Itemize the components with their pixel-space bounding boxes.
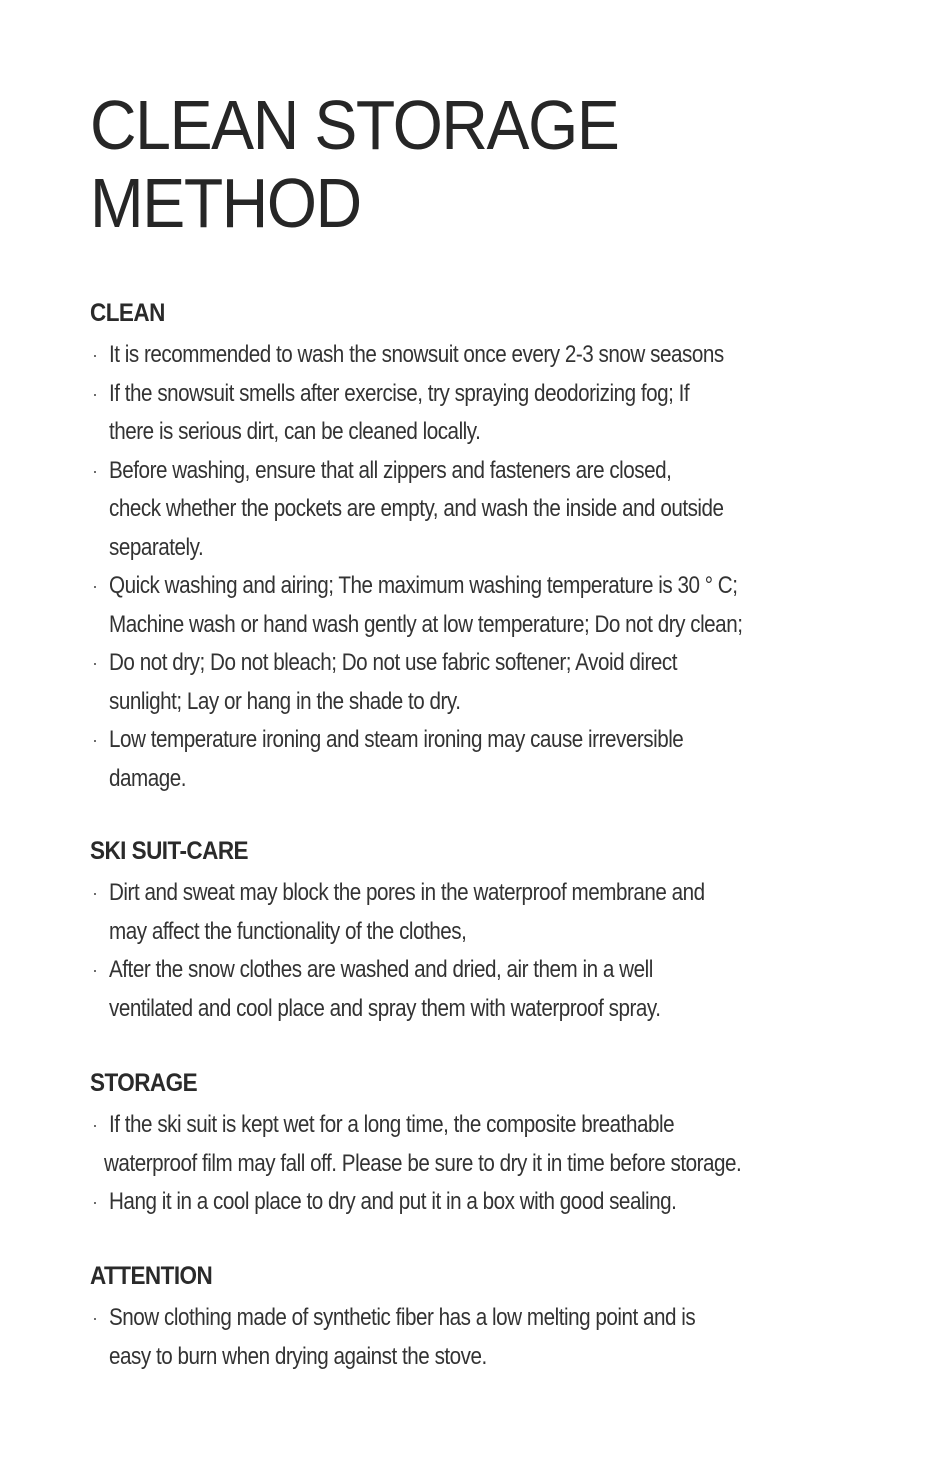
list-item <box>90 452 950 568</box>
list-item-text: It is recommended to wash the snowsuit once every 2-3 snow seasons <box>109 341 724 368</box>
list-item-text: Do not dry; Do not bleach; Do not use fabric softener; Avoid direct <box>109 649 677 676</box>
section-clean <box>90 298 950 798</box>
list-item-text: easy to burn when drying against the stove. <box>109 1342 487 1370</box>
clean-bullet-list <box>90 336 950 798</box>
page-title-line-2: METHOD <box>90 164 361 242</box>
list-item <box>90 874 950 951</box>
list-item-text: ventilated and cool place and spray them with waterproof spray. <box>109 994 661 1022</box>
list-item-text: Snow clothing made of synthetic fiber has a low melting point and is <box>109 1304 696 1331</box>
list-item-text: Before washing, ensure that all zippers and fasteners are closed, <box>109 456 672 484</box>
list-item-text: Machine wash or hand wash gently at low temperature; Do not dry clean; <box>109 610 743 638</box>
list-item <box>90 1106 950 1183</box>
page-title <box>90 86 618 242</box>
list-item <box>90 336 950 375</box>
bullet-dot-icon: · <box>92 1308 98 1328</box>
section-heading-attention: ATTENTION <box>90 1262 213 1290</box>
bullet-dot-icon: · <box>92 730 98 750</box>
bullet-dot-icon: · <box>92 383 98 404</box>
section-heading-storage: STORAGE <box>90 1069 198 1097</box>
storage-bullet-list <box>90 1106 950 1222</box>
list-item-text: Quick washing and airing; The maximum washing temperature is 30 ° C; <box>109 572 738 599</box>
section-heading-clean: CLEAN <box>90 299 165 327</box>
section-heading-ski-suit-care: SKI SUIT-CARE <box>90 837 249 865</box>
bullet-dot-icon: · <box>92 883 98 903</box>
bullet-dot-icon: · <box>92 576 98 596</box>
list-item-text: waterproof film may fall off. Please be sure to dry it in time before storage. <box>104 1149 742 1177</box>
list-item <box>90 1299 950 1376</box>
list-item <box>90 721 950 798</box>
list-item <box>90 375 950 452</box>
section-storage <box>90 1068 950 1222</box>
attention-bullet-list <box>90 1299 950 1376</box>
section-ski-suit-care <box>90 836 950 1028</box>
list-item-text: Dirt and sweat may block the pores in the waterproof membrane and <box>109 879 705 906</box>
bullet-dot-icon: · <box>92 653 98 673</box>
list-item-text: damage. <box>109 764 187 792</box>
bullet-dot-icon: · <box>92 345 98 365</box>
list-item-text: After the snow clothes are washed and dried, air them in a well <box>109 956 653 983</box>
list-item-text: check whether the pockets are empty, and wash the inside and outside <box>109 495 724 522</box>
list-item-text: Hang it in a cool place to dry and put it in a box with good sealing. <box>109 1188 677 1215</box>
list-item <box>90 1183 950 1222</box>
bullet-dot-icon: · <box>92 960 98 980</box>
ski-suit-care-bullet-list <box>90 874 950 1028</box>
section-attention <box>90 1261 950 1376</box>
list-item <box>90 567 950 644</box>
bullet-dot-icon: · <box>92 460 98 481</box>
list-item-text: may affect the functionality of the clothes, <box>109 917 467 945</box>
page-title-line-1: CLEAN STORAGE <box>90 86 619 164</box>
list-item-text: Low temperature ironing and steam ironing may cause irreversible <box>109 726 684 753</box>
list-item-text: separately. <box>109 533 204 561</box>
list-item-text: there is serious dirt, can be cleaned locally. <box>109 418 481 445</box>
list-item-text: If the snowsuit smells after exercise, try spraying deodorizing fog; If <box>109 379 690 407</box>
bullet-dot-icon: · <box>92 1115 98 1135</box>
list-item-text: sunlight; Lay or hang in the shade to dry. <box>109 687 461 715</box>
list-item <box>90 644 950 721</box>
list-item <box>90 951 950 1028</box>
list-item-text: If the ski suit is kept wet for a long time, the composite breathable <box>109 1111 675 1138</box>
bullet-dot-icon: · <box>92 1192 98 1212</box>
